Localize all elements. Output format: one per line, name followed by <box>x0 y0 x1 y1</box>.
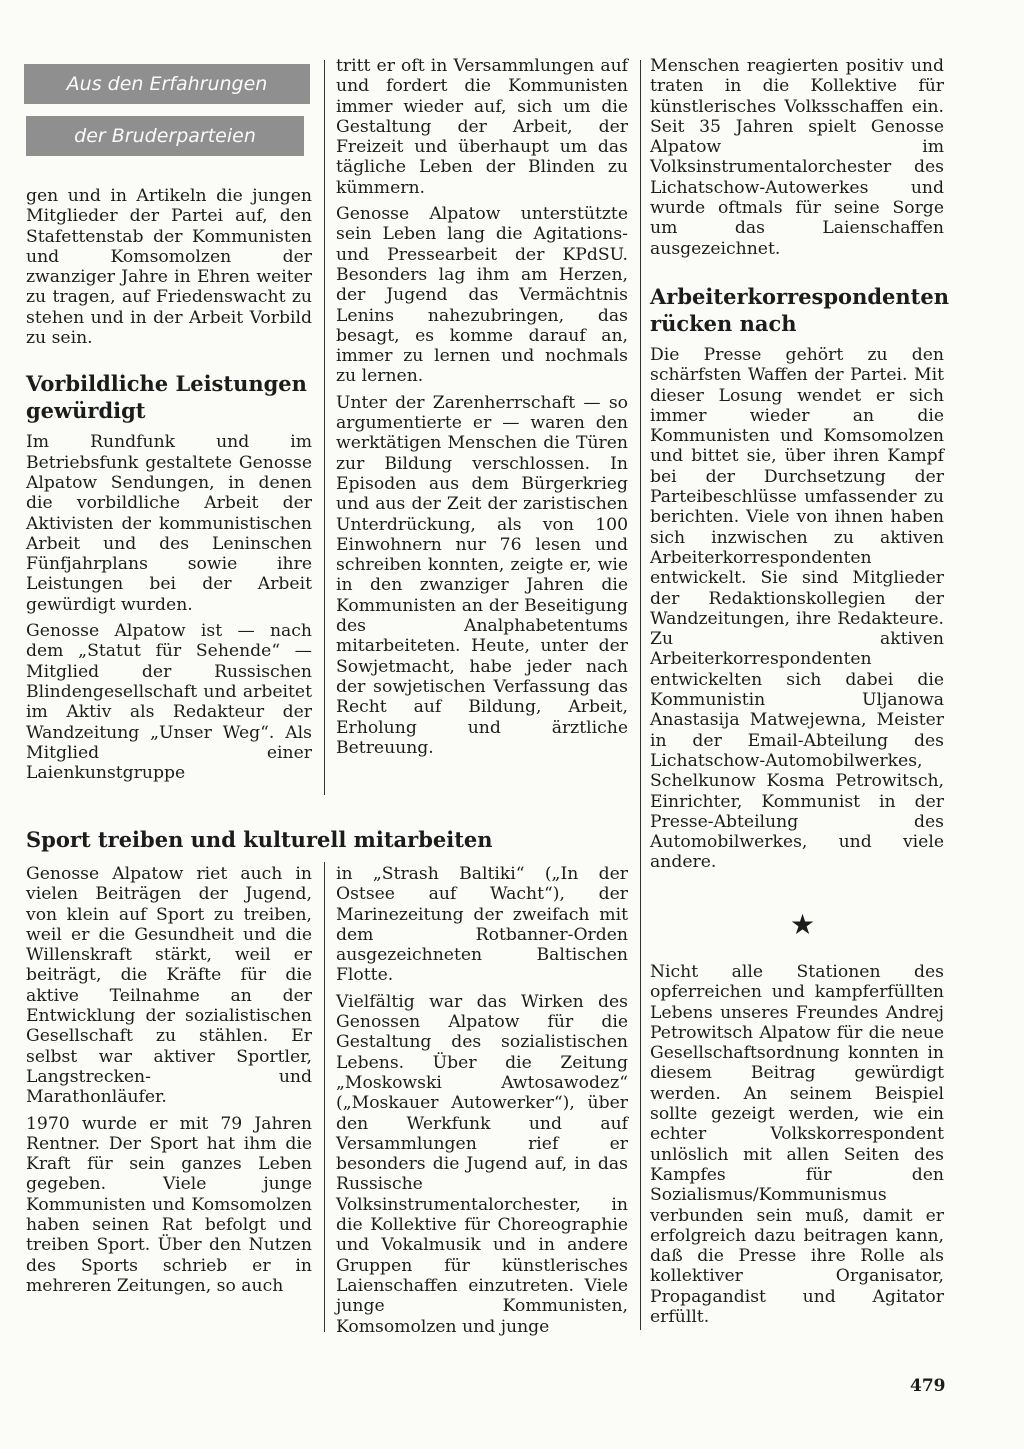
column-1-paragraph-1: Im Rundfunk und im Betriebsfunk gestaltete Genosse Alpatow Sendungen, in denen die vorbildliche Arbeit der Aktivisten der kommunistischen Arbeit und des Leninschen Fünfjahrplans sowie ihre Leistungen bei der Arbeit gewürdigt wurden. <box>26 432 312 615</box>
heading-sport-treiben: Sport treiben und kulturell mitarbeiten <box>26 827 493 852</box>
column-6 <box>650 962 944 1333</box>
column-4 <box>26 864 312 1302</box>
column-2-paragraph-3: Unter der Zarenherrschaft — so argumentierte er — waren den werktätigen Menschen die Türen zur Bildung verschlossen. In Episoden aus dem Bürgerkrieg und aus der Zeit der zaristischen Unterdrückung, als von 100 Einwohnern nur 76 lesen und schreiben konnten, zeigte er, wie in den zwanziger Jahren die Kommunisten an der Beseitigung des Analphabetentums mitarbeiteten. Heute, unter der Sowjetmacht, habe jeder nach der sowjetischen Verfassung das Recht auf Bildung, Arbeit, Erholung und ärztliche Betreuung. <box>336 392 628 758</box>
column-3 <box>650 56 949 879</box>
column-5 <box>336 864 628 1343</box>
section-banner-line-2: der Bruderparteien <box>26 116 304 156</box>
page-number: 479 <box>910 1376 946 1396</box>
column-divider <box>324 862 325 1332</box>
column-1-intro: gen und in Artikeln die jungen Mitglieder der Partei auf, den Stafettenstab der Kommunisten und Komsomolzen der zwanziger Jahre in Ehren weiter zu tragen, auf Friedenswacht zu stehen und in der Arbeit Vorbild zu sein. <box>26 186 312 349</box>
column-3-paragraph-2: Die Presse gehört zu den schärfsten Waffen der Partei. Mit dieser Losung wendet er sich immer wieder an die Kommunisten und Komsomolzen und bittet sie, über ihren Kampf bei der Durchsetzung der Parteibeschlüsse umfassender zu berichten. Viele von ihnen haben sich inzwischen zu aktiven Arbeiterkorrespondenten entwickelt. Sie sind Mitglieder der Redaktionskollegien der Wandzeitungen, ihre Redakteure. Zu aktiven Arbeiterkorrespondenten entwickelten sich dabei die Kommunistin Uljanowa Anastasija Matwejewna, Meister in der Email-Abteilung des Lichatschow-Automobilwerkes, Schelkunow Kosma Petrowitsch, Einrichter, Kommunist in der Presse-Abteilung des Automobilwerkes, und viele andere. <box>650 344 944 873</box>
heading-vorbildliche-leistungen: Vorbildliche Leistungen gewürdigt <box>26 371 307 424</box>
column-1 <box>26 186 312 789</box>
section-banner-line-1: Aus den Erfahrungen <box>24 64 310 104</box>
column-4-paragraph-2: 1970 wurde er mit 79 Jahren Rentner. Der Sport hat ihm die Kraft für sein ganzes Leben gegeben. Viele junge Kommunisten und Komsomolzen haben seinen Rat befolgt und treiben Sport. Über den Nutzen des Sports schrieb er in mehreren Zeitungen, so auch <box>26 1113 312 1296</box>
column-2-paragraph-2: Genosse Alpatow unterstützte sein Leben lang die Agitations- und Pressearbeit der KPdSU. Besonders lag ihm am Herzen, der Jugend das Vermächtnis Lenins nahezubringen, das besagt, es komme darauf an, immer zu lernen und nochmals zu lernen. <box>336 204 628 387</box>
column-1-paragraph-2: Genosse Alpatow ist — nach dem „Statut für Sehende“ — Mitglied der Russischen Blindengesellschaft und arbeitet im Aktiv als Redakteur der Wandzeitung „Unser Weg“. Als Mitglied einer Laienkunstgruppe <box>26 621 312 784</box>
column-6-paragraph-1: Nicht alle Stationen des opferreichen und kampferfüllten Lebens unseres Freundes Andrej Petrowitsch Alpatow für die neue Gesellschaftsordnung konnten in diesem Beitrag gewürdigt werden. An seinem Beispiel sollte gezeigt werden, wie ein echter Volkskorrespondent unlöslich mit allen Seiten des Kampfes für den Sozialismus/Kommunismus verbunden sein muß, damit er erfolgreich dazu beitragen kann, daß die Presse ihre Rolle als kollektiver Organisator, Propagandist und Agitator erfüllt. <box>650 962 944 1328</box>
column-divider <box>324 60 325 795</box>
heading-arbeiterkorrespondenten: Arbeiterkorrespondenten rücken nach <box>650 283 949 336</box>
column-5-paragraph-1: in „Strash Baltiki“ („In der Ostsee auf Wacht“), der Marinezeitung der zweifach mit dem Rotbanner-Orden ausgezeichneten Baltischen Flotte. <box>336 864 628 986</box>
column-2-paragraph-1: tritt er oft in Versammlungen auf und fordert die Kommunisten immer wieder auf, sich um die Gestaltung der Arbeit, der Freizeit und überhaupt um das tägliche Leben der Blinden zu kümmern. <box>336 56 628 198</box>
column-5-paragraph-2: Vielfältig war das Wirken des Genossen Alpatow für die Gestaltung des sozialistischen Lebens. Über die Zeitung „Moskowski Awtosawodez“ („Moskauer Autowerker“), über den Werkfunk und auf Versammlungen rief er besonders die Jugend auf, in das Russische Volksinstrumentalorchester, in die Kollektive für Choreographie und Vokalmusik und in andere Gruppen für künstlerisches Laienschaffen einzutreten. Viele junge Kommunisten, Komsomolzen und junge <box>336 991 628 1337</box>
column-3-paragraph-1: Menschen reagierten positiv und traten in die Kollektive für künstlerisches Volksschaffen ein. Seit 35 Jahren spielt Genosse Alpatow im Volksinstrumentalorchester des Lichatschow-Autowerkes und wurde oftmals für seine Sorge um das Laienschaffen ausgezeichnet. <box>650 56 944 259</box>
column-2 <box>336 56 628 764</box>
star-separator-icon: ★ <box>790 908 816 941</box>
column-divider <box>640 60 641 1330</box>
column-4-paragraph-1: Genosse Alpatow riet auch in vielen Beiträgen der Jugend, von klein auf Sport zu treiben, weil er die Gesundheit und die Willenskraft stärkt, weil er beiträgt, die Kräfte für die aktive Teilnahme an der Entwicklung der sozialistischen Gesellschaft zu stählen. Er selbst war aktiver Sportler, Langstrecken- und Marathonläufer. <box>26 864 312 1108</box>
